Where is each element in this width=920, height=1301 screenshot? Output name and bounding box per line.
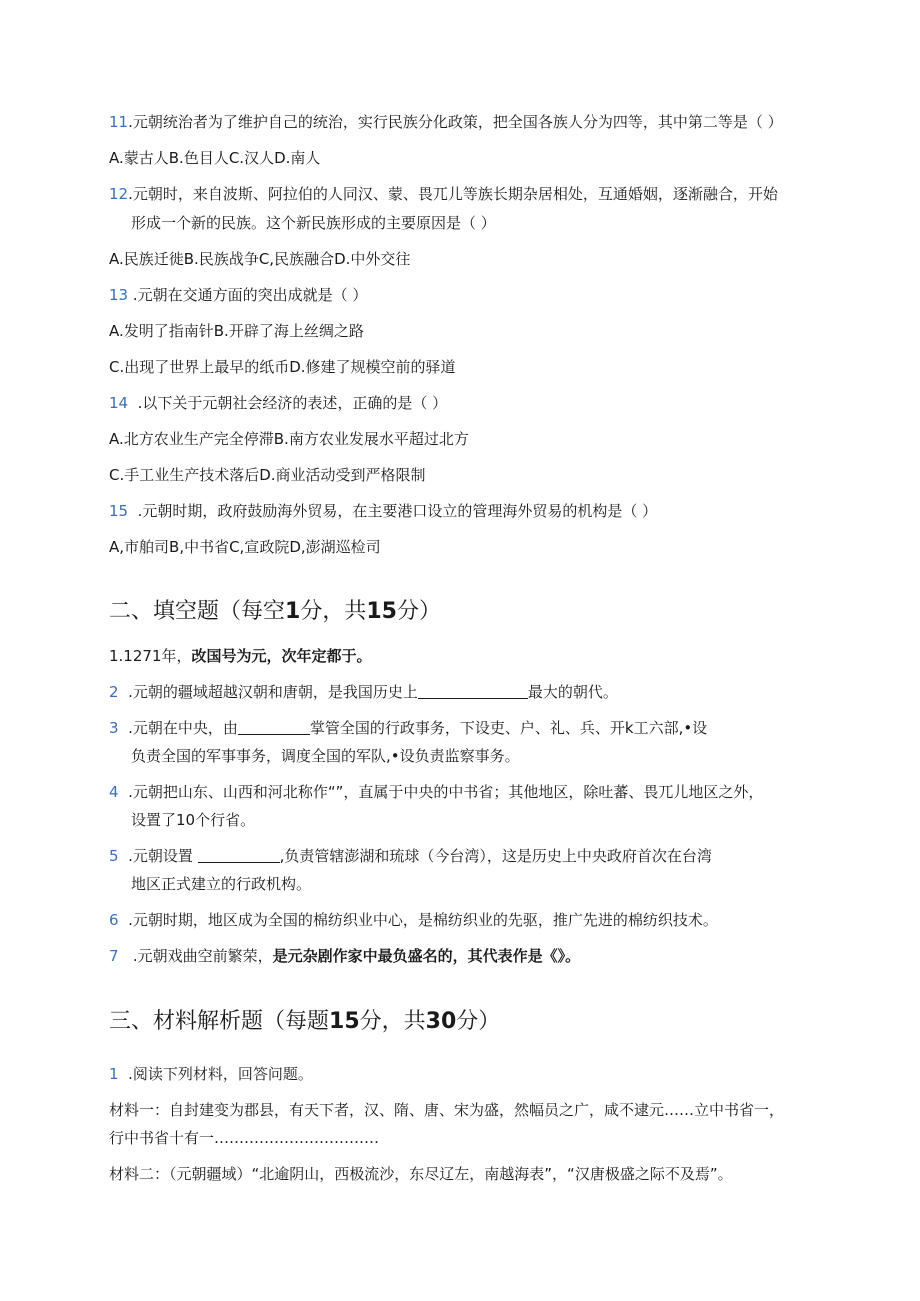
question-14-options-cd: C.手工业生产技术落后D.商业活动受到严格限制 xyxy=(109,466,426,484)
question-12-continuation: 形成一个新的民族。这个新民族形成的主要原因是（ ） xyxy=(131,214,496,232)
fill-text: 掌管全国的行政事务，下设吏、户、礼、兵、开k工六部,•设 xyxy=(309,719,708,737)
heading-part: 15 xyxy=(329,1009,360,1034)
fill-question-4-continuation: 设置了10个行省。 xyxy=(131,811,256,829)
fill-text: .元朝在中央，由 xyxy=(128,719,238,737)
fill-question-3 xyxy=(109,718,707,738)
question-12-options: A.民族迁徙B.民族战争C,民族融合D.中外交往 xyxy=(109,250,411,268)
fill-question-4 xyxy=(109,782,763,802)
fill-text-bold: 是元杂剧作家中最负盛名的，其代表作是《》。 xyxy=(272,947,581,965)
fill-question-2 xyxy=(109,682,618,702)
question-text: .元朝时期，政府鼓励海外贸易，在主要港口设立的管理海外贸易的机构是（ ） xyxy=(137,502,658,520)
question-11-options: A.蒙古人B.色目人C.汉人D.南人 xyxy=(109,149,321,167)
question-text: .元朝时，来自波斯、阿拉伯的人同汉、蒙、畏兀儿等族长期杂居相处，互通婚姻，逐渐融合，开始 xyxy=(128,185,778,203)
section-2-heading xyxy=(109,598,441,626)
question-13-options-ab: A.发明了指南针B.开辟了海上丝绸之路 xyxy=(109,322,364,340)
heading-part: 二、填空题（每空 xyxy=(109,599,286,624)
question-number: 1 xyxy=(109,1065,119,1083)
question-number: 7 xyxy=(109,947,119,965)
material-1-line-2: 行中书省十有一…………………………… xyxy=(109,1129,380,1147)
heading-part: 分，共 xyxy=(359,1009,426,1034)
question-13 xyxy=(109,285,367,305)
question-text: .元朝统治者为了维护自己的统治，实行民族分化政策，把全国各族人分为四等，其中第二等是（ ） xyxy=(128,113,783,131)
heading-part: 30 xyxy=(425,1009,457,1034)
question-14 xyxy=(109,393,447,413)
fill-text: .元朝时期，地区成为全国的棉纺织业中心，是棉纺织业的先驱，推广先进的棉纺织技术。 xyxy=(128,911,718,929)
question-15-options: A,市舶司B,中书省C,宣政院D,澎湖巡检司 xyxy=(109,538,381,556)
question-number: 14 xyxy=(109,394,129,412)
question-number: 11 xyxy=(109,113,129,131)
fill-question-3-continuation: 负责全国的军事事务，调度全国的军队,•设负责监察事务。 xyxy=(131,747,520,765)
fill-text-bold: 改国号为元，次年定都于。 xyxy=(191,647,372,665)
answer-blank[interactable] xyxy=(198,848,280,863)
question-number: 5 xyxy=(109,847,119,865)
answer-blank[interactable] xyxy=(238,720,310,735)
question-number: 15 xyxy=(109,502,129,520)
fill-question-5-continuation: 地区正式建立的行政机构。 xyxy=(131,875,312,893)
question-13-options-cd: C.出现了世界上最早的纸币D.修建了规模空前的驿道 xyxy=(109,358,456,376)
question-text: .以下关于元朝社会经济的表述，正确的是（ ） xyxy=(137,394,448,412)
question-15 xyxy=(109,501,657,521)
question-number: 6 xyxy=(109,911,119,929)
question-number: 13 xyxy=(109,286,129,304)
fill-question-1 xyxy=(109,646,372,666)
section-3-heading xyxy=(109,1008,500,1036)
heading-part: 分） xyxy=(396,599,441,624)
question-number: 3 xyxy=(109,719,119,737)
question-number: 12 xyxy=(109,185,129,203)
question-14-options-ab: A.北方农业生产完全停滞B.南方农业发展水平超过北方 xyxy=(109,430,469,448)
fill-text: 最大的朝代。 xyxy=(527,683,618,701)
heading-part: 15 xyxy=(366,599,397,624)
fill-text: .元朝戏曲空前繁荣， xyxy=(132,947,273,965)
question-number: 4 xyxy=(109,783,119,801)
fill-question-7 xyxy=(109,946,580,966)
question-11 xyxy=(109,112,783,132)
material-2: 材料二：（元朝疆域）“北逾阴山，西极流沙，东尽辽左，南越海表”，“汉唐极盛之际不及焉”。 xyxy=(109,1165,733,1183)
fill-text: .元朝的疆域超越汉朝和唐朝，是我国历史上 xyxy=(128,683,418,701)
material-1-line-1: 材料一：自封建变为郡县，有天下者，汉、隋、唐、宋为盛，然幅员之广，咸不逮元……立中书省一， xyxy=(109,1101,785,1119)
heading-part: 1 xyxy=(285,599,301,624)
question-text: .阅读下列材料，回答问题。 xyxy=(128,1065,313,1083)
heading-part: 三、材料解析题（每题 xyxy=(109,1009,330,1034)
material-question-1 xyxy=(109,1064,313,1084)
fill-text: ,负责管辖澎湖和琉球（今台湾），这是历史上中央政府首次在台湾 xyxy=(279,847,712,865)
fill-question-5 xyxy=(109,846,712,866)
heading-part: 分，共 xyxy=(300,599,367,624)
heading-part: 分） xyxy=(456,1009,501,1034)
fill-text: .元朝把山东、山西和河北称作“”，直属于中央的中书省；其他地区，除吐蕃、畏兀儿地区之外， xyxy=(128,783,764,801)
fill-text: .元朝设置 xyxy=(128,847,193,865)
question-12 xyxy=(109,184,778,204)
fill-question-6 xyxy=(109,910,718,930)
question-number: 2 xyxy=(109,683,119,701)
fill-text: 1.1271年， xyxy=(109,647,192,665)
question-text: .元朝在交通方面的突出成就是（ ） xyxy=(132,286,368,304)
answer-blank[interactable] xyxy=(418,684,528,699)
